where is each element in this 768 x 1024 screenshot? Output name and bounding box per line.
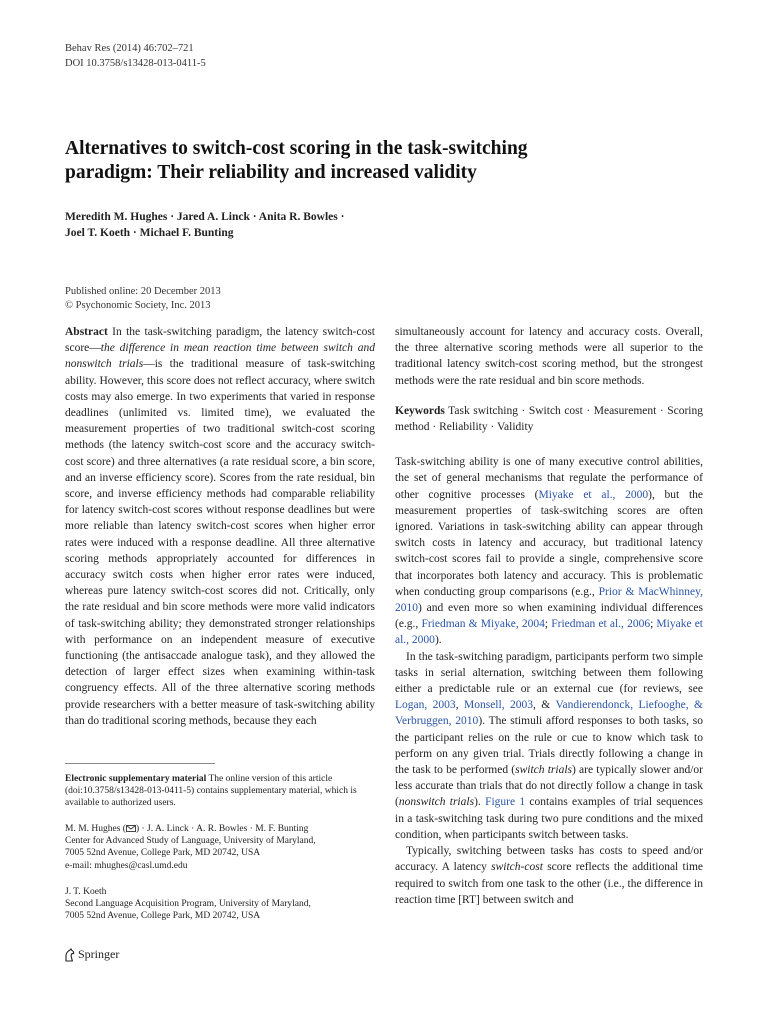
affiliation-1-address: 7005 52nd Avenue, College Park, MD 20742, USA bbox=[65, 848, 261, 859]
abstract-continuation: simultaneously account for latency and accuracy costs. Overall, the three alternative scoring methods were all superior to the traditional latency switch-cost scoring method, but the strongest methods were the rate residual and bin score methods. bbox=[395, 326, 703, 387]
keywords-text: Task switching · Switch cost · Measurement · Scoring method · Reliability · Validity bbox=[395, 404, 703, 434]
abstract-label: Abstract bbox=[65, 326, 108, 338]
citation-link[interactable]: Monsell, 2003 bbox=[464, 699, 533, 712]
term-switch-trials: switch trials bbox=[515, 764, 573, 777]
citation-link[interactable]: Friedman & Miyake, 2004 bbox=[421, 618, 545, 631]
citation-link[interactable]: Friedman et al., 2006 bbox=[551, 618, 651, 631]
term-switch-cost: switch-cost bbox=[491, 861, 543, 874]
authors-line-2: Joel T. Koeth · Michael F. Bunting bbox=[65, 227, 234, 239]
affiliation-2-institution: Second Language Acquisition Program, University of Maryland, bbox=[65, 899, 311, 910]
supplementary-label: Electronic supplementary material bbox=[65, 774, 207, 784]
supplementary-text: The online version of this article (doi:10.3758/s13428-013-0411-5) contains supplementary material, which is available to authorized users. bbox=[65, 774, 357, 809]
abstract-definition: the difference in mean reaction time between switch and nonswitch trials bbox=[65, 342, 375, 371]
term-nonswitch-trials: nonswitch trials bbox=[398, 796, 475, 809]
affiliation-2-name: J. T. Koeth bbox=[65, 887, 107, 897]
article-doi: DOI 10.3758/s13428-013-0411-5 bbox=[65, 58, 206, 69]
published-date: Published online: 20 December 2013 bbox=[65, 286, 221, 297]
copyright-notice: © Psychonomic Society, Inc. 2013 bbox=[65, 300, 211, 311]
springer-horse-icon bbox=[63, 948, 75, 962]
affiliation-1 bbox=[65, 823, 375, 872]
journal-header bbox=[65, 41, 206, 71]
affiliation-2-address: 7005 52nd Avenue, College Park, MD 20742, USA bbox=[65, 911, 261, 922]
supplementary-note bbox=[65, 773, 375, 810]
affiliation-1-institution: Center for Advanced Study of Language, University of Maryland, bbox=[65, 836, 316, 847]
authors-line-1: Meredith M. Hughes · Jared A. Linck · Anita R. Bowles · bbox=[65, 211, 345, 223]
keywords-paragraph bbox=[395, 403, 703, 435]
body-paragraph-3: Typically, switching between tasks has costs to speed and/or accuracy. A latency switch-cost score reflects the additional time required to switch from one task to the other (i.e., the difference in reaction time [RT] between switch and bbox=[395, 845, 703, 906]
left-column bbox=[65, 324, 375, 729]
right-column bbox=[395, 324, 703, 908]
author-list bbox=[65, 209, 425, 241]
article-title bbox=[65, 137, 665, 185]
envelope-icon bbox=[126, 825, 136, 832]
affiliation-2 bbox=[65, 886, 375, 923]
keywords-label: Keywords bbox=[395, 404, 445, 417]
publication-info bbox=[65, 285, 221, 313]
abstract-text-2: —is the traditional measure of task-switching ability. However, this score does not reflect accuracy, where switch costs may also emerge. In two experiments that varied in response deadlines (unlimited vs. limited time), we evaluated the measurement properties of two traditional switch-cost scoring methods (the latency switch-cost score and the accuracy switch-cost score) and three alternatives (a rate residual score, a bin score, and an inverse efficiency score). Scores from the rate residual, bin score, and inverse efficiency methods had comparable reliability for latency switch-cost scores without response deadlines but were more reliable than latency switch-cost scores when higher error rates were induced with a response deadline. All three alternative scoring methods appropriately accounted for differences in accuracy switch costs when higher error rates were induced, whereas pure latency switch-cost scores did not. Critically, only the rate residual and bin score methods were more valid indicators of task-switching ability; they demonstrated stronger relationships with performance on an independent measure of executive functioning (the antisaccade analogue task), and they allowed the detection of larger effect sizes when examining within-task congruency effects. All of the three alternative scoring methods provide researchers with a better measure of task-switching ability than do traditional scoring methods, because they each bbox=[65, 358, 375, 727]
body-paragraph-2: In the task-switching paradigm, participants perform two simple tasks in serial alternation, switching between them following either a predictable rule or an external cue (for reviews, see Logan, 2003, Monsell, 2003, & Vandierendonck, Liefooghe, & Verbruggen, 2010). The stimuli afford responses to both tasks, so the participant relies on the rule or cue to know which task to perform on any given trial. Trials directly following a change in the task to be performed (switch trials) are typically slower and/or less accurate than trials that do not directly follow a change in task (nonswitch trials). Figure 1 contains examples of trial sequences in a task-switching task during two pure conditions and the mixed condition, when participants switch between tasks. bbox=[395, 650, 703, 841]
abstract-paragraph bbox=[65, 324, 375, 729]
citation-link[interactable]: Miyake et al., 2000 bbox=[538, 488, 649, 501]
abstract-text-1: In the task-switching paradigm, the latency switch-cost score— bbox=[65, 326, 375, 355]
journal-citation: Behav Res (2014) 46:702–721 bbox=[65, 43, 194, 54]
affiliation-1-names: M. M. Hughes ( ) · J. A. Linck · A. R. Bowles · M. F. Bunting bbox=[65, 824, 309, 834]
title-line-2: paradigm: Their reliability and increased validity bbox=[65, 162, 477, 183]
publisher-name: Springer bbox=[78, 947, 120, 961]
title-line-1: Alternatives to switch-cost scoring in the task-switching bbox=[65, 138, 528, 159]
citation-link[interactable]: Miyake et al., 2000 bbox=[395, 618, 703, 647]
body-paragraph-1: Task-switching ability is one of many executive control abilities, the set of general mechanisms that regulate the performance of other cognitive processes (Miyake et al., 2000), but the measurement properties of task-switching scores are often ignored. Variations in task-switching ability can appear through switch costs in latency and accuracy, but traditional latency switch-cost scores fail to provide a single, comprehensive score that incorporates both latency and accuracy. This is problematic when conducting group comparisons (e.g., Prior & MacWhinney, 2010) and even more so when examining individual differences (e.g., Friedman & Miyake, 2004; Friedman et al., 2006; Miyake et al., 2000). bbox=[395, 456, 704, 647]
publisher-footer bbox=[63, 947, 119, 962]
figure-link[interactable]: Figure 1 bbox=[485, 796, 526, 809]
citation-link[interactable]: Prior & MacWhinney, 2010 bbox=[395, 585, 703, 615]
citation-link[interactable]: Vandierendonck, Liefooghe, & Verbruggen, 2010 bbox=[395, 699, 703, 728]
footnote-divider bbox=[65, 763, 215, 764]
affiliation-1-email[interactable]: e-mail: mhughes@casl.umd.edu bbox=[65, 860, 188, 871]
citation-link[interactable]: Logan, 2003 bbox=[395, 699, 456, 712]
